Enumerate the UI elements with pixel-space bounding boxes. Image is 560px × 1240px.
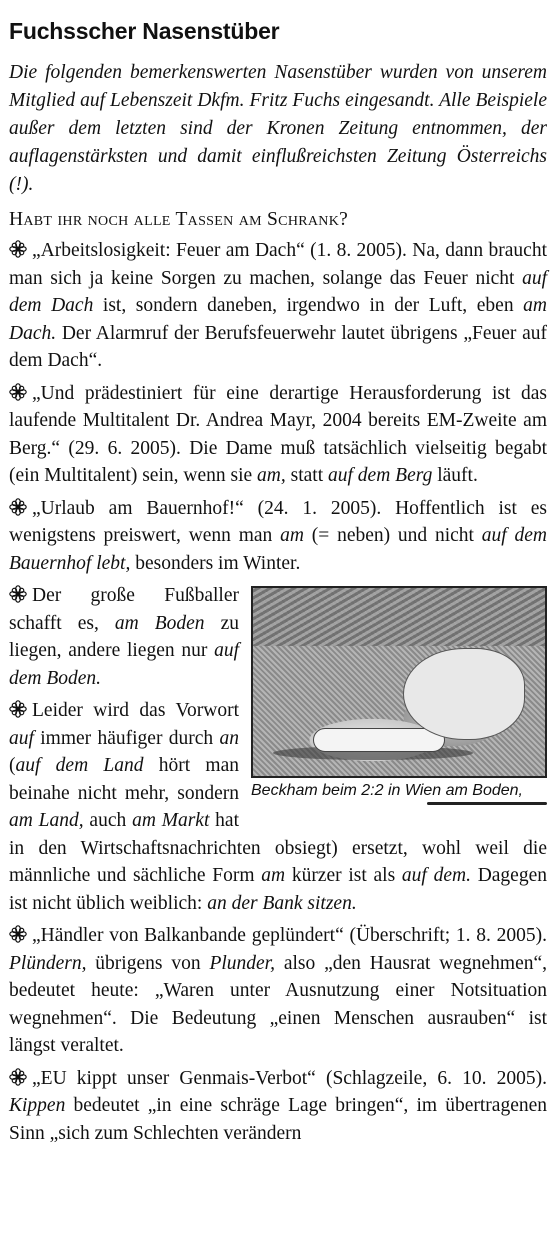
article-intro: Die folgenden bemerkenswerten Nasenstüber wurden von unserem Mitglied auf Lebenszeit Dkfm. Fritz Fuchs eingesandt. Alle Beispiele außer dem letzten sind der Kronen Zeitung entnommen, der auflagenstärksten und damit einflußreichsten Zeitung Österreichs (!).	[9, 62, 547, 195]
photo-player-leg	[313, 728, 445, 752]
flower-bullet-icon	[9, 925, 27, 943]
list-item: Leider wird das Vorwort auf immer häufiger durch an (auf dem Land hört man beinahe nicht mehr, sondern am Land, auch am Markt hat in den Wirtschaftsnachrichten obsiegt) ersetzt, wohl weil die männliche und sächliche Form am kürzer ist als auf dem. Dagegen ist nicht üblich weiblich: an der Bank sitzen.	[9, 700, 547, 914]
article	[9, 0, 547, 1152]
photo-background	[253, 588, 545, 646]
list-item: „EU kippt unser Genmais-Verbot“ (Schlagzeile, 6. 10. 2005). Kippen bedeutet „in eine schräge Lage bringen“, im übertragenen Sinn „sich zum Schlechten verändern	[9, 1067, 547, 1144]
caption-underline	[427, 802, 547, 805]
flower-bullet-icon	[9, 383, 27, 401]
figure-section	[9, 582, 547, 917]
photo-caption: Beckham beim 2:2 in Wien am Boden,	[251, 782, 523, 799]
list-item: „Händler von Balkanbande geplündert“ (Überschrift; 1. 8. 2005). Plündern, übrigens von Plunder, also „den Hausrat wegnehmen“, bedeutet heute: „Waren unter Ausnutzung einer Notsituation wegnehmen“. Die Bedeutung „einen Menschen ausrauben“ ist längst veraltet.	[9, 925, 548, 1056]
flower-bullet-icon	[9, 240, 27, 258]
photo-player	[403, 648, 525, 740]
article-title: Fuchsscher Nasenstüber	[9, 18, 280, 44]
beckham-photo	[251, 586, 547, 778]
list-item: „Und prädestiniert für eine derartige Herausforderung ist das laufende Multitalent Dr. Andrea Mayr, 2004 bereits EM-Zweite am Berg.“ (29. 6. 2005). Die Dame muß tatsächlich vielseitig begabt (ein Multitalent) sein, wenn sie am, statt auf dem Berg läuft.	[9, 382, 547, 486]
flower-bullet-icon	[9, 498, 27, 516]
flower-bullet-icon	[9, 700, 27, 718]
list-item: „Urlaub am Bauernhof!“ (24. 1. 2005). Hoffentlich ist es wenigstens preiswert, wenn man am (= neben) und nicht auf dem Bauernhof lebt, besonders im Winter.	[9, 497, 547, 574]
photo-figure	[251, 586, 547, 805]
section-heading: Habt ihr noch alle Tassen am Schrank?	[9, 209, 349, 230]
list-item: Der große Fußballer schafft es, am Boden zu liegen, andere liegen nur auf dem Boden.	[9, 585, 239, 689]
flower-bullet-icon	[9, 585, 27, 603]
flower-bullet-icon	[9, 1068, 27, 1086]
list-item: „Arbeitslosigkeit: Feuer am Dach“ (1. 8. 2005). Na, dann braucht man sich ja keine Sorgen zu machen, solange das Feuer nicht auf dem Dach ist, sondern daneben, irgendwo in der Luft, eben am Dach. Der Alarmruf der Berufsfeuerwehr lautet übrigens „Feuer auf dem Dach“.	[9, 240, 547, 371]
